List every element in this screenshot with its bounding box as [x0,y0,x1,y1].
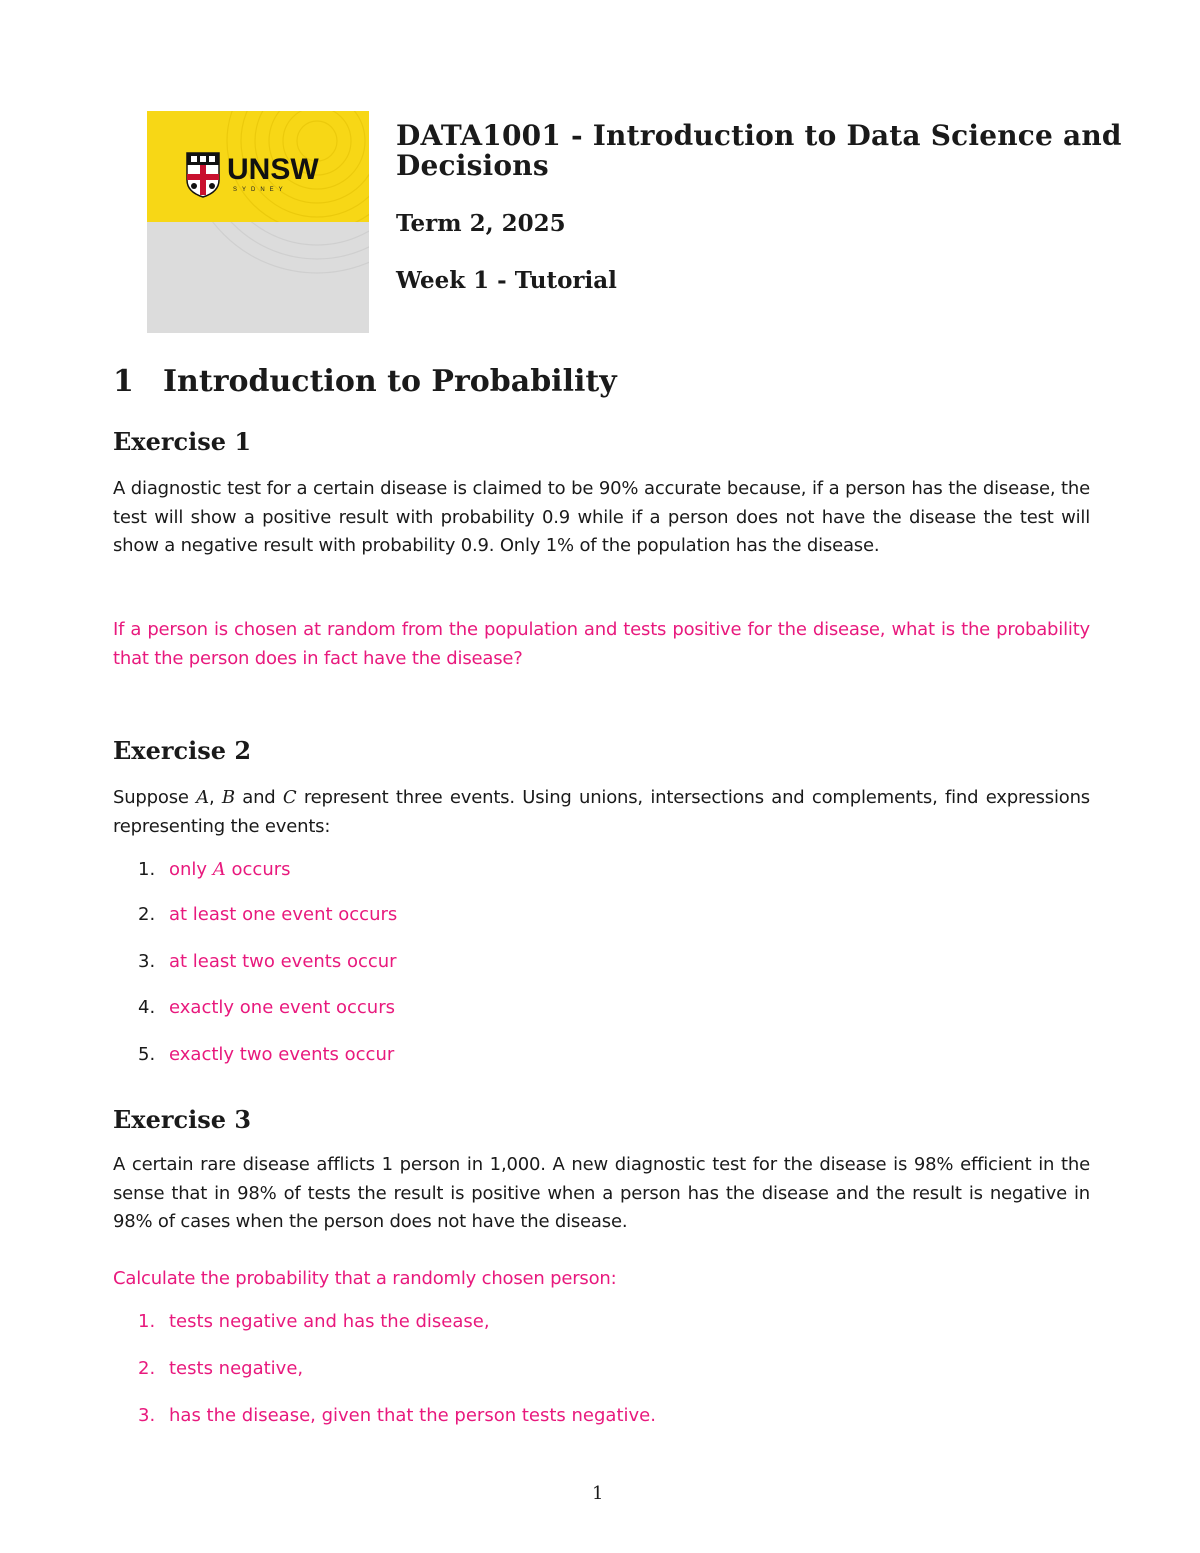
list-number: 2. [138,904,156,925]
course-title: DATA1001 - Introduction to Data Science and Decisions [396,119,1122,182]
exercise-1-body: A diagnostic test for a certain disease is claimed to be 90% accurate because, if a person has the disease, the test will show a positive result with probability 0.9 while if a person does not have the disease the test will show a negative result with probability 0.9. Only 1% of the population has the disease. [113,478,1090,556]
exercise-3-question: Calculate the probability that a randomly chosen person: [113,1268,617,1289]
exercise-1-question: If a person is chosen at random from the population and tests positive for the disease, what is the probability that the person does in fact have the disease? [113,619,1090,669]
exercise-3-body: A certain rare disease afflicts 1 person in 1,000. A new diagnostic test for the disease is 98% efficient in the sense that in 98% of tests the result is positive when a person has the disease and the result is negative in 98% of cases when the person does not have the disease. [113,1154,1090,1232]
list-number: 3. [138,1405,156,1426]
exercise-2-body-suffix: represent three events. Using unions, intersections and complements, find expressions representing the events: [113,787,1090,837]
exercise-2-body-prefix: Suppose [113,787,197,808]
unsw-crest-icon [186,152,220,198]
list-text: exactly two events occur [169,1044,395,1065]
unsw-maths-stats-logo [147,111,369,333]
list-number: 1. [138,859,156,880]
section-title-text: Introduction to Probability [163,364,617,399]
exercise-2-body-sep: , [208,787,222,808]
list-item [138,1404,656,1428]
list-item [138,1043,394,1067]
list-item [138,996,395,1020]
week-label: Week 1 - Tutorial [396,267,617,294]
exercise-1-heading: Exercise 1 [113,427,252,456]
list-text: has the disease, given that the person tests negative. [169,1405,656,1426]
event-c: C [282,787,297,808]
list-text: at least two events occur [169,951,397,972]
logo-yellow-panel [147,111,369,222]
event-a: A [212,859,226,880]
exercise-2-body-and: and [234,787,283,808]
list-item [138,1310,490,1334]
list-number: 2. [138,1358,156,1379]
logo-grey-panel [147,222,369,333]
list-number: 5. [138,1044,156,1065]
exercise-2-heading: Exercise 2 [113,736,252,765]
list-text: occurs [225,859,291,880]
list-item [138,858,291,882]
logo-subtitle: SYDNEY [233,187,288,193]
list-item [138,1357,303,1381]
list-number: 3. [138,951,156,972]
list-number: 4. [138,997,156,1018]
logo-pattern-grey [147,222,369,333]
list-text: tests negative and has the disease, [169,1311,490,1332]
section-title [113,364,617,399]
page-number: 1 [592,1483,604,1504]
term-label: Term 2, 2025 [396,210,566,237]
list-text: exactly one event occurs [169,997,395,1018]
list-text: tests negative, [169,1358,304,1379]
event-a: A [196,787,209,808]
list-text: at least one event occurs [169,904,398,925]
list-item [138,950,397,974]
list-item [138,903,397,927]
list-text: only [169,859,213,880]
exercise-2-body [113,784,1090,841]
logo-brand: UNSW [227,153,319,186]
list-number: 1. [138,1311,156,1332]
exercise-3-heading: Exercise 3 [113,1105,252,1134]
event-b: B [221,787,235,808]
section-number: 1 [113,364,134,399]
